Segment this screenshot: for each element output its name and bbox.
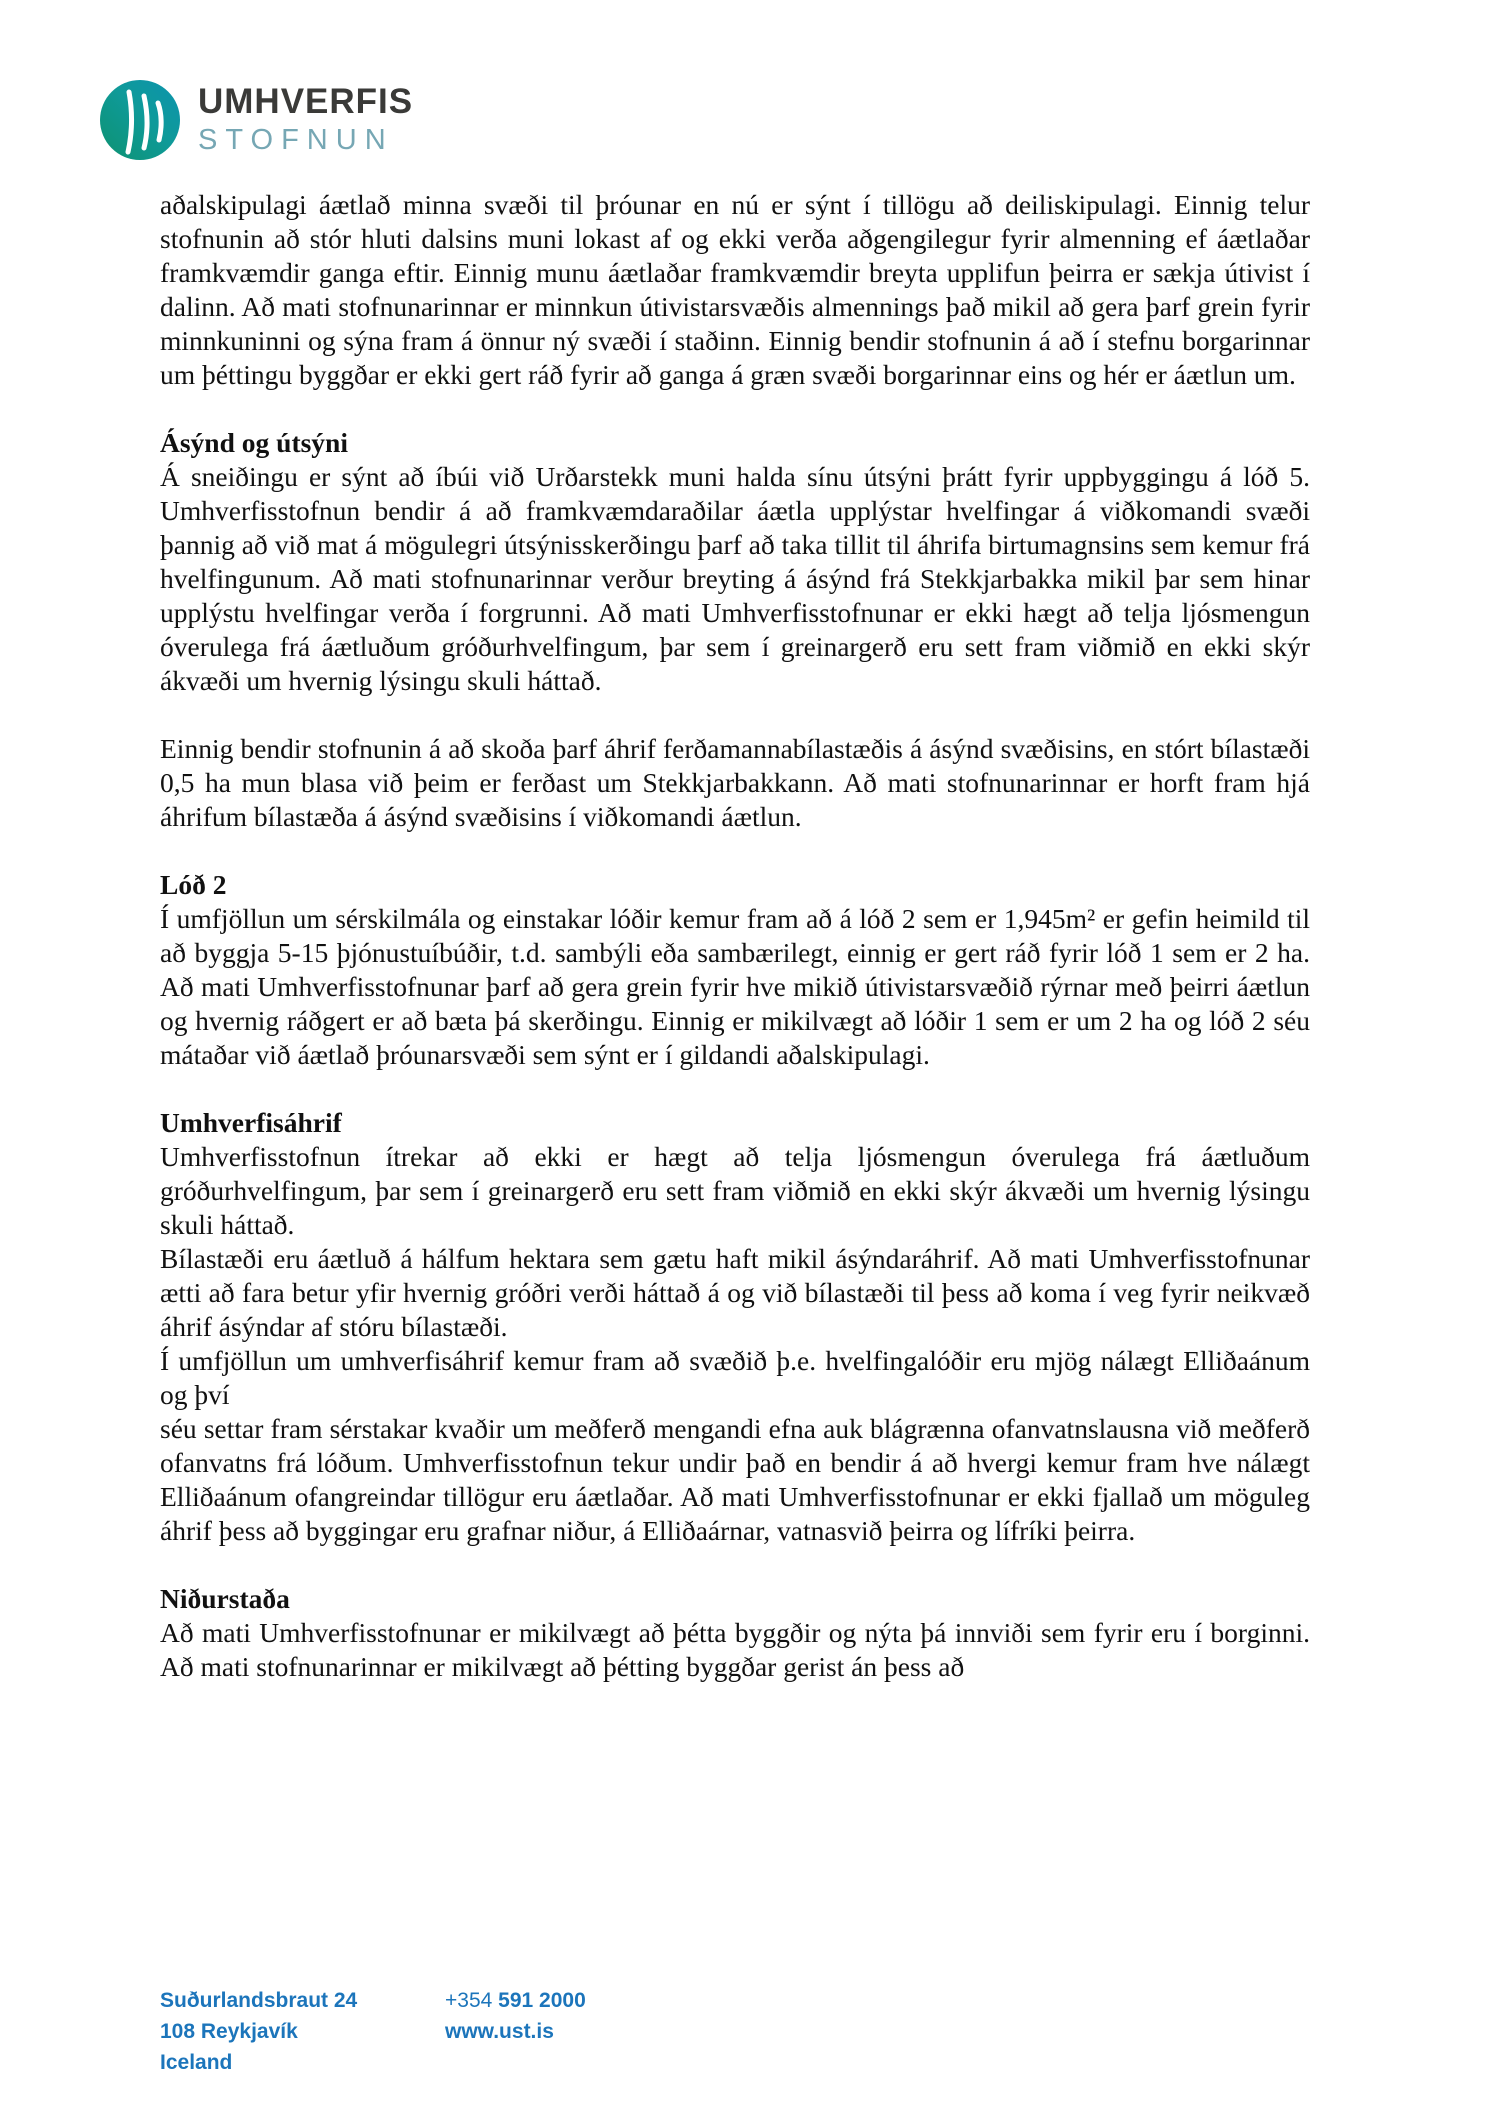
footer-phone-prefix: +354 bbox=[445, 1989, 493, 2012]
paragraph-asynd-2: Einnig bendir stofnunin á að skoða þarf áhrif ferðamannabílastæðis á ásýnd svæðisins, en stórt bílastæði 0,5 ha mun blasa við þeim er ferðast um Stekkjarbakkann. Að mati stofnunarinnar er horft fram hjá áhrifum bílastæða á ásýnd svæðisins í viðkomandi áætlun. bbox=[160, 733, 1310, 832]
document-body bbox=[160, 188, 1310, 1684]
logo-subtitle: STOFNUN bbox=[198, 123, 394, 156]
footer-address-city: 108 Reykjavík bbox=[160, 2020, 298, 2043]
paragraph-intro: aðalskipulagi áætlað minna svæði til þróunar en nú er sýnt í tillögu að deiliskipulagi. Einnig telur stofnunin að stór hluti dalsins muni lokast af og ekki verða aðgengilegur fyrir almenning ef áætlaðar framkvæmdir ganga eftir. Einnig munu áætlaðar framkvæmdir breyta upplifun þeirra er sækja útivist í dalinn. Að mati stofnunarinnar er minnkun útivistarsvæðis almennings það mikil að gera þarf grein fyrir minnkuninni og sýna fram á önnur ný svæði í staðinn. Einnig bendir stofnunin á að í stefnu borgarinnar um þéttingu byggðar er ekki gert ráð fyrir að ganga á græn svæði borgarinnar eins og hér er áætlun um. bbox=[160, 189, 1310, 390]
paragraph-umhverfisahrif-1: Umhverfisstofnun ítrekar að ekki er hægt að telja ljósmengun óverulega frá áætluðum gróðurhvelfingum, þar sem í greinargerð eru sett fram viðmið en ekki skýr ákvæði um hvernig lýsingu skuli háttað. bbox=[160, 1141, 1310, 1240]
paragraph-umhverfisahrif-2: Bílastæði eru áætluð á hálfum hektara sem gætu haft mikil ásýndaráhrif. Að mati Umhverfisstofnunar ætti að fara betur yfir hvernig gróðri verði háttað á og við bílastæði til þess að koma í veg fyrir neikvæð áhrif ásýndar af stóru bílastæði. bbox=[160, 1243, 1310, 1342]
page-footer bbox=[160, 1985, 586, 2078]
footer-phone bbox=[445, 1985, 586, 2016]
paragraph-umhverfisahrif-4: séu settar fram sérstakar kvaðir um meðferð mengandi efna auk blágrænna ofanvatnslausna við meðferð ofanvatns frá lóðum. Umhverfisstofnun tekur undir það en bendir á að hvergi kemur fram hve nálægt Elliðaánum ofangreindar tillögur eru áætlaðar. Að mati Umhverfisstofnunar er ekki fjallað um möguleg áhrif þess að byggingar eru grafnar niður, á Elliðaárnar, vatnasvið þeirra og lífríki þeirra. bbox=[160, 1413, 1310, 1546]
footer-contact bbox=[445, 1985, 586, 2047]
paragraph-asynd-1: Á sneiðingu er sýnt að íbúi við Urðarstekk muni halda sínu útsýni þrátt fyrir uppbyggingu á lóð 5. Umhverfisstofnun bendir á að framkvæmdaraðilar áætla upplýstar hvelfingar á viðkomandi svæði þannig að við mat á mögulegri útsýnisskerðingu þarf að taka tillit til áhrifa birtumagnsins sem kemur frá hvelfingunum. Að mati stofnunarinnar verður breyting á ásýnd frá Stekkjarbakka mikil þar sem hinar upplýstu hvelfingar verða í forgrunni. Að mati Umhverfisstofnunar er ekki hægt að telja ljósmengun óverulega frá áætluðum gróðurhvelfingum, þar sem í greinargerð eru sett fram viðmið en ekki skýr ákvæði um hvernig lýsingu skuli háttað. bbox=[160, 461, 1310, 696]
paragraph-nidurstada: Að mati Umhverfisstofnunar er mikilvægt að þétta byggðir og nýta þá innviði sem fyrir eru í borginni. Að mati stofnunarinnar er mikilvægt að þétting byggðar gerist án þess að bbox=[160, 1617, 1310, 1682]
logo bbox=[98, 78, 413, 162]
section-heading-umhverfisahrif: Umhverfisáhrif bbox=[160, 1107, 342, 1138]
section-heading-asynd: Ásýnd og útsýni bbox=[160, 427, 348, 458]
logo-title: UMHVERFIS bbox=[198, 82, 414, 122]
footer-address-street: Suðurlandsbraut 24 bbox=[160, 1989, 358, 2012]
footer-website: www.ust.is bbox=[445, 2020, 554, 2043]
footer-phone-number: 591 2000 bbox=[498, 1989, 586, 2012]
section-heading-nidurstada: Niðurstaða bbox=[160, 1583, 290, 1614]
umhverfisstofnun-logo-icon bbox=[98, 78, 182, 162]
footer-address-country: Iceland bbox=[160, 2051, 233, 2074]
footer-address bbox=[160, 1985, 445, 2078]
section-heading-lod2: Lóð 2 bbox=[160, 869, 227, 900]
logo-wordmark bbox=[198, 83, 413, 156]
paragraph-lod2: Í umfjöllun um sérskilmála og einstakar lóðir kemur fram að á lóð 2 sem er 1,945m² er gefin heimild til að byggja 5-15 þjónustuíbúðir, t.d. sambýli eða sambærilegt, einnig er gert ráð fyrir lóð 1 sem er 2 ha. Að mati Umhverfisstofnunar þarf að gera grein fyrir hve mikið útivistarsvæðið rýrnar með þeirri áætlun og hvernig ráðgert er að bæta þá skerðingu. Einnig er mikilvægt að lóðir 1 sem er um 2 ha og lóð 2 séu mátaðar við áætlað þróunarsvæði sem sýnt er í gildandi aðalskipulagi. bbox=[160, 903, 1310, 1070]
paragraph-umhverfisahrif-3: Í umfjöllun um umhverfisáhrif kemur fram að svæðið þ.e. hvelfingalóðir eru mjög nálægt Elliðaánum og því bbox=[160, 1345, 1310, 1410]
